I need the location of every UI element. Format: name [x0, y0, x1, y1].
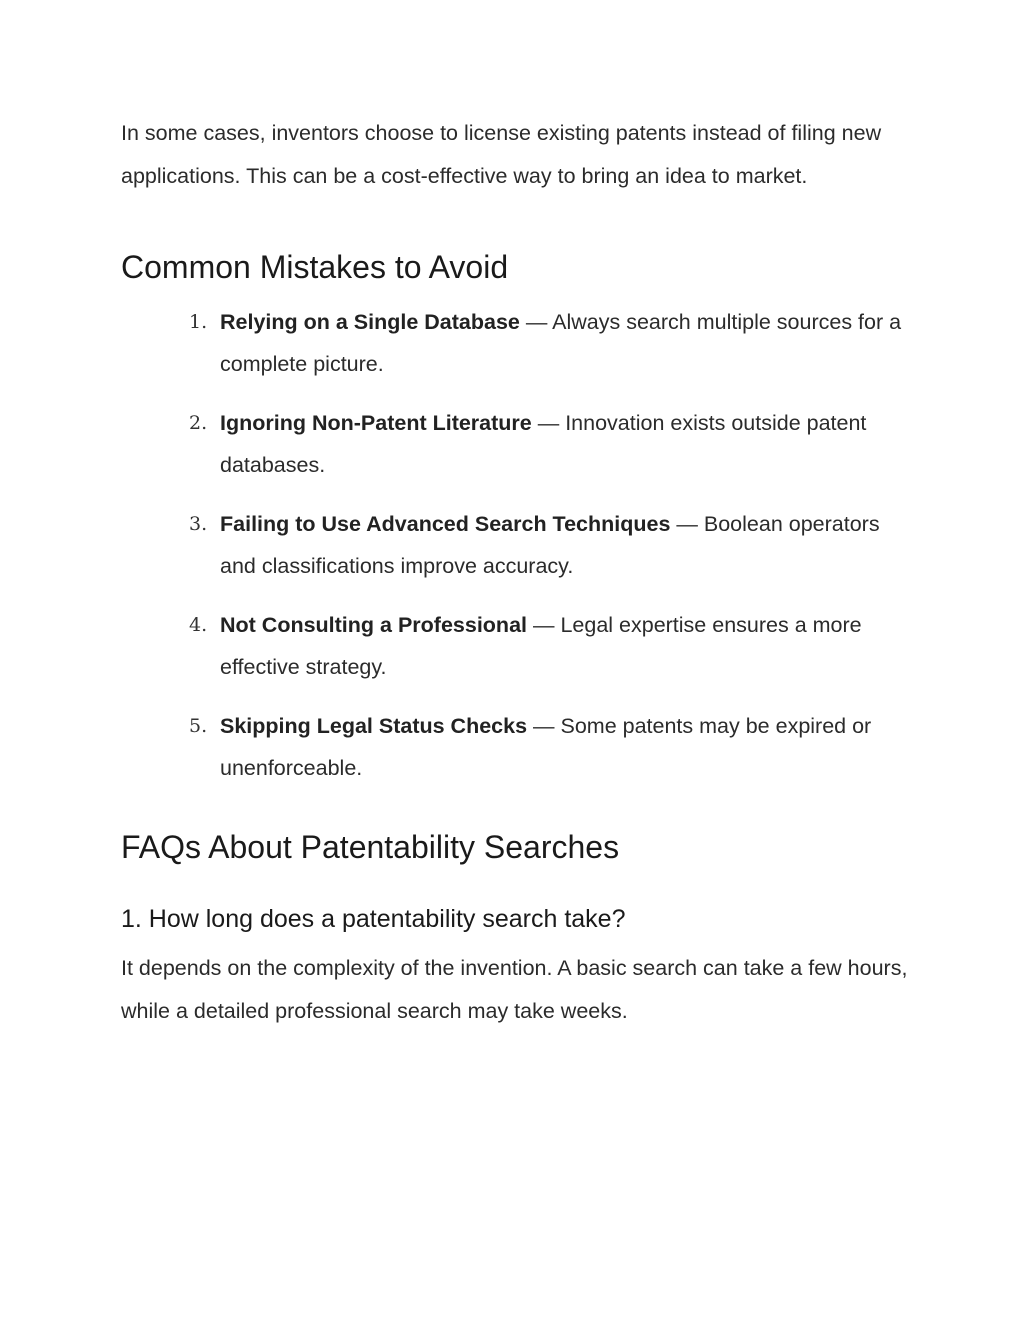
mistake-item — [121, 503, 911, 587]
mistake-title: Failing to Use Advanced Search Techniques — [220, 512, 671, 536]
mistake-description: — Always search multiple sources for a complete picture. — [220, 310, 902, 376]
mistakes-heading: Common Mistakes to Avoid — [121, 249, 509, 285]
mistake-title: Relying on a Single Database — [220, 310, 520, 334]
list-number: 2. — [189, 412, 208, 434]
faq-heading: FAQs About Patentability Searches — [121, 829, 620, 865]
list-number: 3. — [189, 513, 208, 535]
list-number: 1. — [189, 311, 208, 333]
mistake-description: — Legal expertise ensures a more effective strategy. — [220, 613, 862, 679]
faq-answer: It depends on the complexity of the invention. A basic search can take a few hours, while a detailed professional search may take weeks. — [121, 956, 908, 1023]
mistake-description: — Some patents may be expired or unenforceable. — [220, 714, 872, 780]
mistake-item — [121, 604, 911, 688]
faq-question: 1. How long does a patentability search take? — [121, 905, 626, 933]
mistake-description: — Innovation exists outside patent databases. — [220, 411, 867, 477]
mistake-item — [121, 402, 911, 486]
document-page — [121, 112, 911, 1032]
list-number: 4. — [189, 614, 208, 636]
mistake-title: Not Consulting a Professional — [220, 613, 527, 637]
mistake-title: Skipping Legal Status Checks — [220, 714, 528, 738]
mistake-description: — Boolean operators and classifications improve accuracy. — [220, 512, 880, 578]
mistake-item — [121, 301, 911, 385]
mistake-title: Ignoring Non-Patent Literature — [220, 411, 532, 435]
list-number: 5. — [189, 715, 208, 737]
intro-paragraph: In some cases, inventors choose to license existing patents instead of filing new applications. This can be a cost-effective way to bring an idea to market. — [121, 121, 882, 188]
mistakes-list — [121, 301, 911, 789]
mistake-item — [121, 705, 911, 789]
